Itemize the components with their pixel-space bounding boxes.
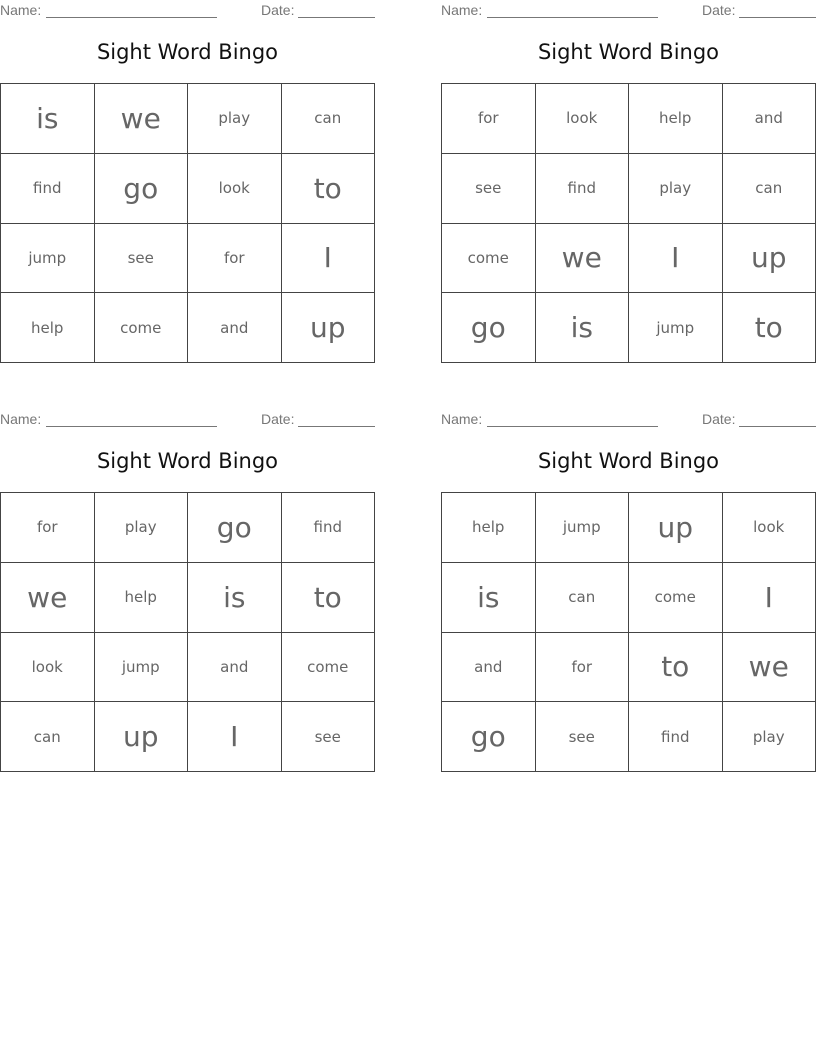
- date-label: Date:: [702, 411, 736, 427]
- bingo-cell: help: [95, 563, 189, 633]
- bingo-cell: see: [282, 702, 376, 772]
- bingo-cell: jump: [1, 224, 95, 294]
- bingo-cell: to: [282, 154, 376, 224]
- bingo-grid: [0, 492, 375, 772]
- bingo-cell: and: [723, 84, 816, 154]
- name-date-header: [0, 411, 375, 429]
- name-label: Name:: [441, 411, 483, 427]
- bingo-cell: play: [188, 84, 282, 154]
- card-title: Sight Word Bingo: [96, 449, 279, 473]
- bingo-cell: jump: [536, 493, 630, 563]
- bingo-grid: [441, 492, 816, 772]
- bingo-cell: and: [188, 293, 282, 363]
- date-blank-line[interactable]: [739, 17, 816, 18]
- bingo-cell: see: [536, 702, 630, 772]
- name-date-header: [441, 2, 816, 20]
- bingo-cell: for: [536, 633, 630, 703]
- date-blank-line[interactable]: [298, 17, 375, 18]
- name-blank-line[interactable]: [487, 17, 658, 18]
- bingo-cell: go: [442, 702, 536, 772]
- bingo-cell: can: [723, 154, 816, 224]
- bingo-cell: I: [629, 224, 723, 294]
- name-label: Name:: [0, 411, 42, 427]
- date-blank-line[interactable]: [298, 426, 375, 427]
- bingo-cell: come: [442, 224, 536, 294]
- bingo-cell: for: [442, 84, 536, 154]
- bingo-cell: and: [188, 633, 282, 703]
- bingo-cell: look: [536, 84, 630, 154]
- bingo-cell: look: [188, 154, 282, 224]
- bingo-cell: come: [282, 633, 376, 703]
- bingo-cell: go: [442, 293, 536, 363]
- bingo-cell: help: [629, 84, 723, 154]
- bingo-cell: see: [95, 224, 189, 294]
- bingo-cell: up: [723, 224, 816, 294]
- date-label: Date:: [261, 411, 295, 427]
- bingo-cell: find: [1, 154, 95, 224]
- bingo-cell: look: [1, 633, 95, 703]
- date-blank-line[interactable]: [739, 426, 816, 427]
- card-title: Sight Word Bingo: [537, 40, 720, 64]
- name-label: Name:: [0, 2, 42, 18]
- bingo-cell: up: [282, 293, 376, 363]
- name-label: Name:: [441, 2, 483, 18]
- bingo-card: [0, 0, 375, 365]
- bingo-cell: can: [536, 563, 630, 633]
- name-blank-line[interactable]: [487, 426, 658, 427]
- name-blank-line[interactable]: [46, 17, 217, 18]
- name-blank-line[interactable]: [46, 426, 217, 427]
- bingo-cell: I: [188, 702, 282, 772]
- bingo-cell: see: [442, 154, 536, 224]
- bingo-card: [0, 409, 375, 774]
- bingo-cell: we: [95, 84, 189, 154]
- name-date-header: [441, 411, 816, 429]
- bingo-cell: come: [95, 293, 189, 363]
- bingo-cell: to: [629, 633, 723, 703]
- bingo-grid: [441, 83, 816, 363]
- bingo-cell: help: [442, 493, 536, 563]
- bingo-cell: find: [629, 702, 723, 772]
- bingo-cell: for: [188, 224, 282, 294]
- bingo-cell: can: [282, 84, 376, 154]
- bingo-card: [441, 0, 816, 365]
- bingo-cell: we: [723, 633, 816, 703]
- bingo-cell: and: [442, 633, 536, 703]
- bingo-grid: [0, 83, 375, 363]
- card-title: Sight Word Bingo: [96, 40, 279, 64]
- bingo-cell: is: [442, 563, 536, 633]
- bingo-cell: to: [723, 293, 816, 363]
- card-title: Sight Word Bingo: [537, 449, 720, 473]
- bingo-cell: play: [629, 154, 723, 224]
- bingo-cell: play: [95, 493, 189, 563]
- bingo-cell: is: [536, 293, 630, 363]
- bingo-cell: I: [723, 563, 816, 633]
- bingo-cell: is: [188, 563, 282, 633]
- date-label: Date:: [702, 2, 736, 18]
- bingo-cell: play: [723, 702, 816, 772]
- bingo-cell: help: [1, 293, 95, 363]
- name-date-header: [0, 2, 375, 20]
- bingo-cell: can: [1, 702, 95, 772]
- bingo-cell: we: [536, 224, 630, 294]
- bingo-cell: for: [1, 493, 95, 563]
- bingo-cell: jump: [629, 293, 723, 363]
- bingo-cell: find: [282, 493, 376, 563]
- bingo-cell: I: [282, 224, 376, 294]
- bingo-cell: up: [95, 702, 189, 772]
- bingo-cell: up: [629, 493, 723, 563]
- date-label: Date:: [261, 2, 295, 18]
- bingo-cell: go: [95, 154, 189, 224]
- bingo-cell: look: [723, 493, 816, 563]
- bingo-card: [441, 409, 816, 774]
- bingo-cell: to: [282, 563, 376, 633]
- bingo-cell: come: [629, 563, 723, 633]
- bingo-cell: we: [1, 563, 95, 633]
- bingo-cell: find: [536, 154, 630, 224]
- bingo-cell: is: [1, 84, 95, 154]
- bingo-cell: go: [188, 493, 282, 563]
- bingo-cell: jump: [95, 633, 189, 703]
